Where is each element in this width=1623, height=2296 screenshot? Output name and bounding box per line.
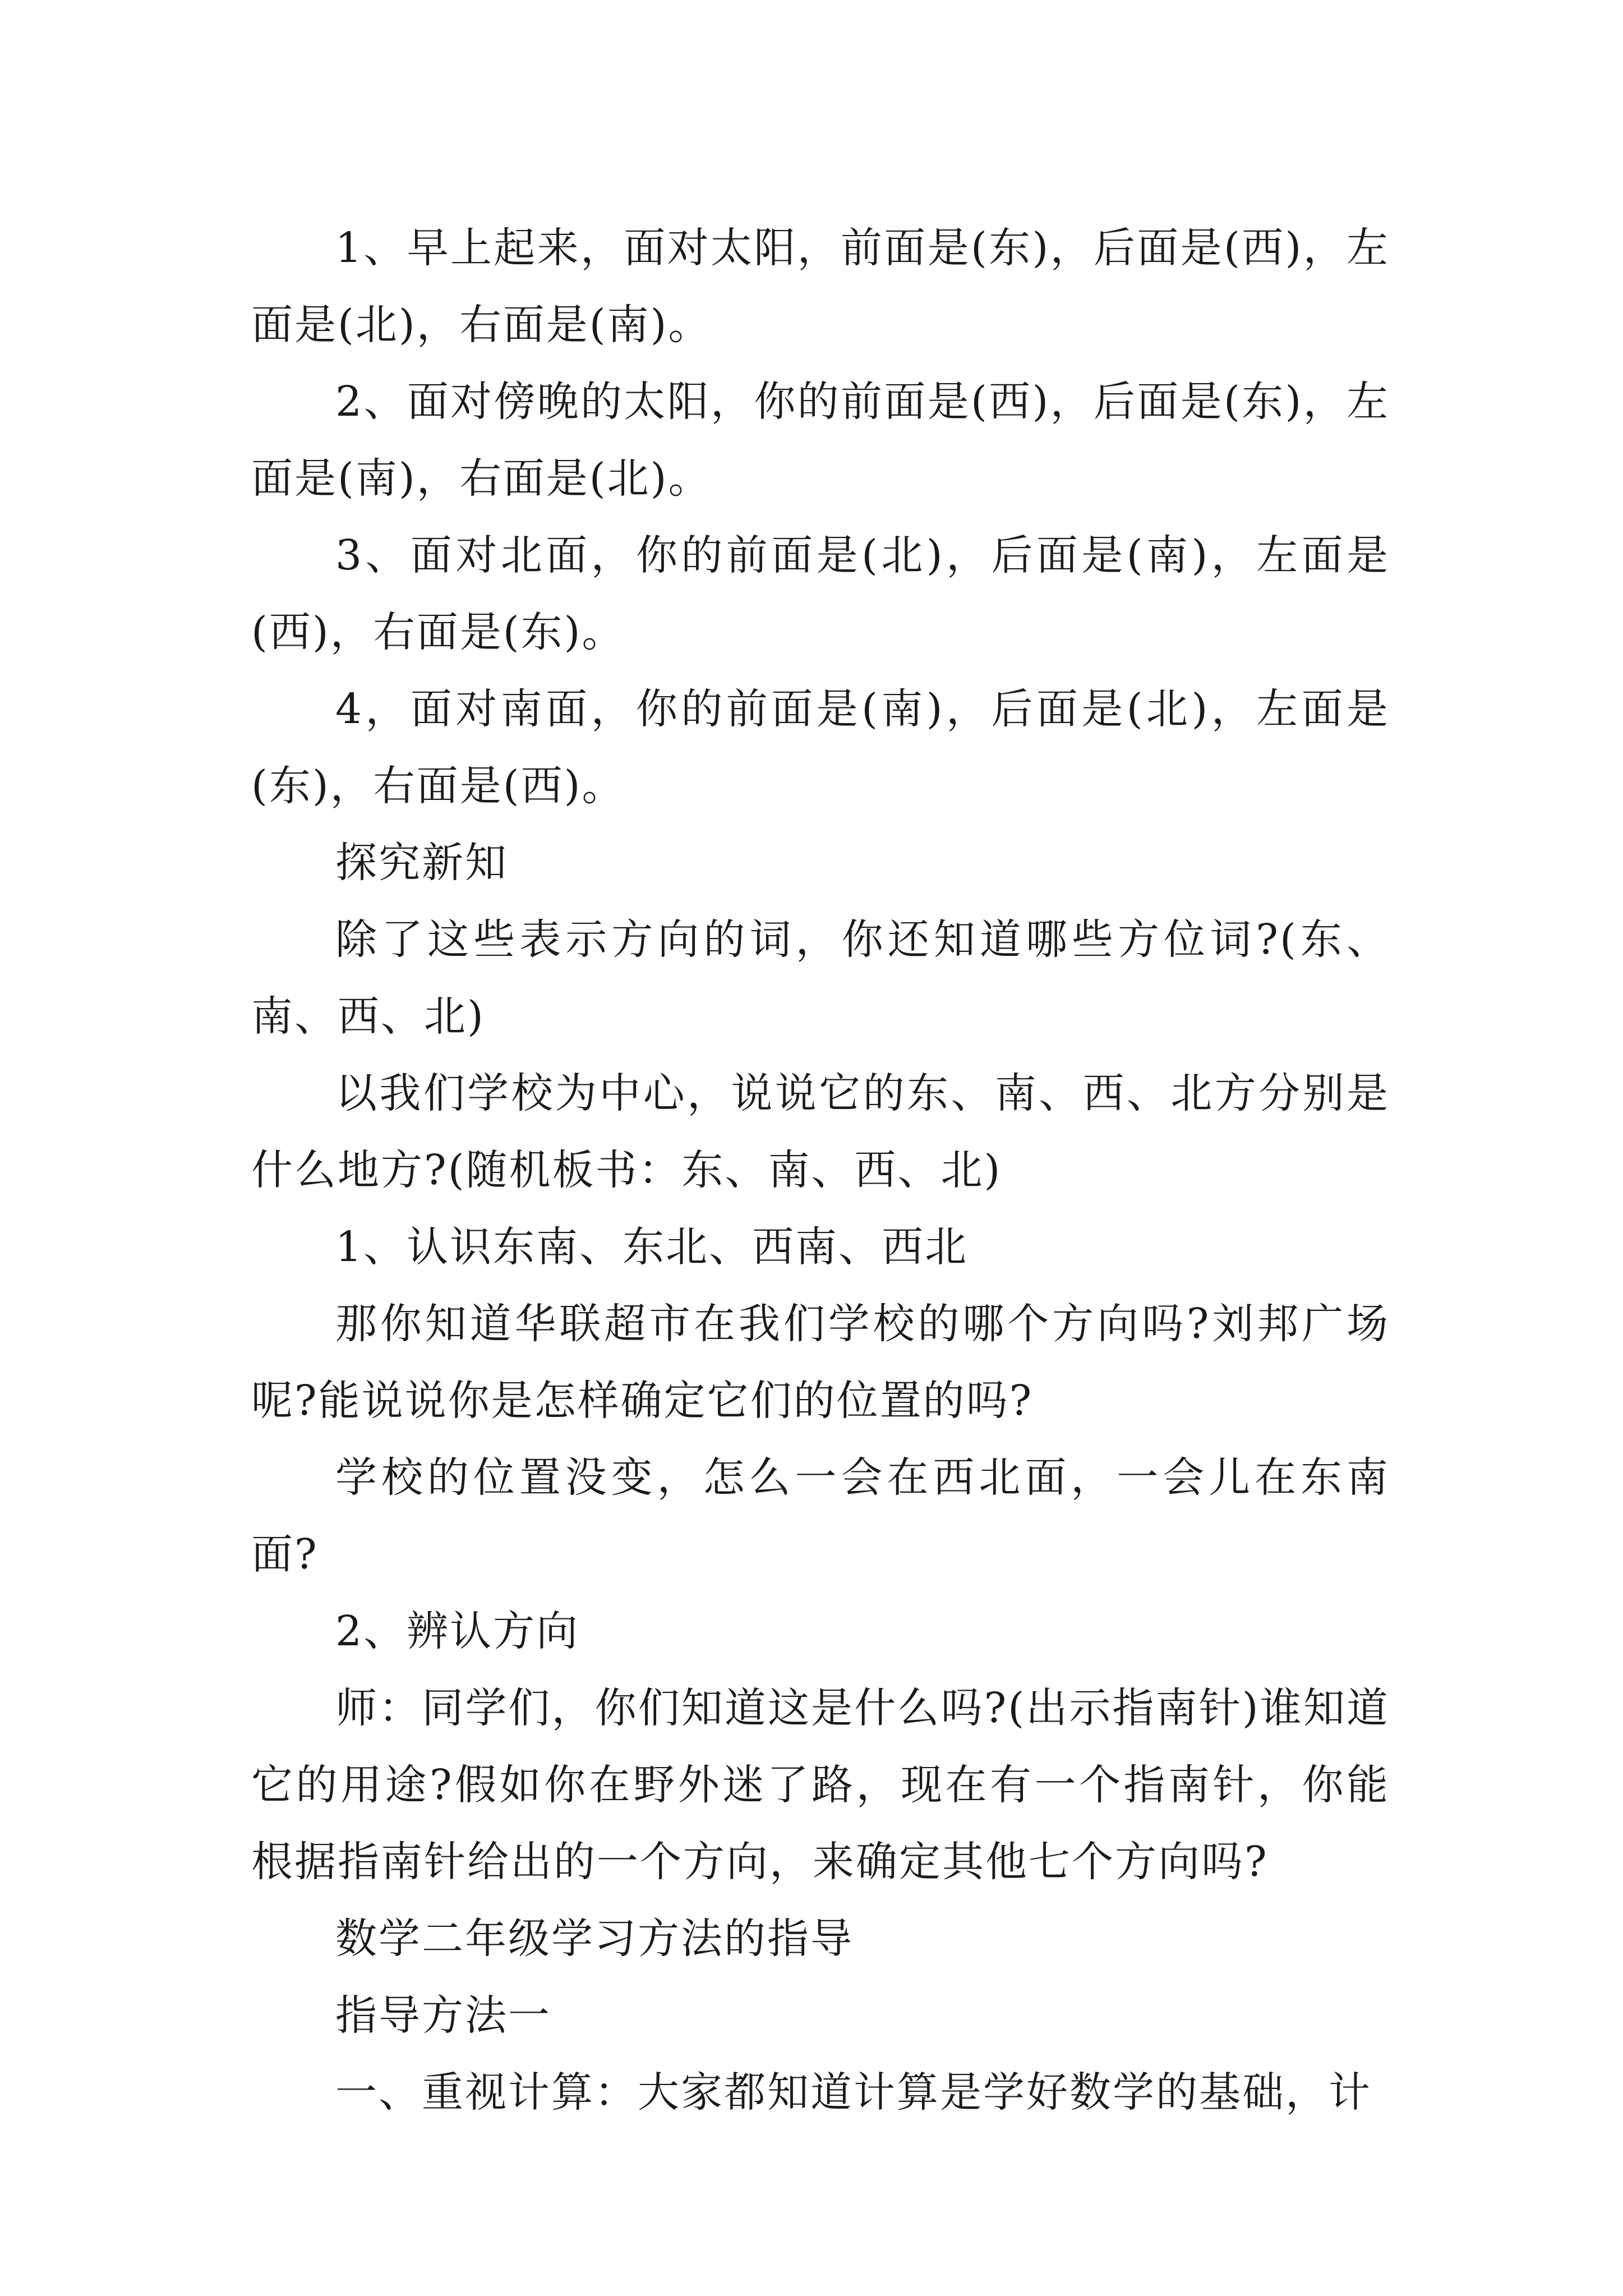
paragraph-facing-north: 3、面对北面，你的前面是(北)，后面是(南)，左面是(西)，右面是(东)。: [251, 531, 1390, 656]
section-heading-explore: 探究新知: [335, 839, 508, 887]
subheading-identify-direction: 2、辨认方向: [335, 1607, 580, 1655]
subheading-method-one: 指导方法一: [335, 1991, 551, 2040]
paragraph-school-position: 学校的位置没变，怎么一会在西北面，一会儿在东南面?: [251, 1453, 1390, 1579]
document-body: [251, 210, 1390, 2131]
section-heading-study-methods: 数学二年级学习方法的指导: [335, 1915, 854, 1963]
paragraph-compass: 师：同学们，你们知道这是什么吗?(出示指南针)谁知道它的用途?假如你在野外迷了路，现在有一个指南针，你能根据指南针给出的一个方向，来确定其他七个方向吗?: [251, 1684, 1390, 1886]
paragraph-school-center: 以我们学校为中心，说说它的东、南、西、北方分别是什么地方?(随机板书：东、南、西、北): [251, 1069, 1390, 1194]
paragraph-direction-words: 除了这些表示方向的词，你还知道哪些方位词?(东、南、西、北): [251, 915, 1390, 1041]
paragraph-facing-south: 4，面对南面，你的前面是(南)，后面是(北)，左面是(东)，右面是(西)。: [251, 685, 1390, 810]
paragraph-facing-evening-sun: 2、面对傍晚的太阳，你的前面是(西)，后面是(东)，左面是(南)，右面是(北)。: [251, 378, 1390, 503]
paragraph-facing-morning-sun: 1、早上起来，面对太阳，前面是(东)，后面是(西)，左面是(北)，右面是(南)。: [251, 224, 1390, 349]
paragraph-supermarket-question: 那你知道华联超市在我们学校的哪个方向吗?刘邦广场呢?能说说你是怎样确定它们的位置的吗?: [251, 1300, 1390, 1425]
subheading-intermediate-directions: 1、认识东南、东北、西南、西北: [335, 1223, 969, 1271]
paragraph-calculation: 一、重视计算：大家都知道计算是学好数学的基础，计: [335, 2068, 1372, 2116]
